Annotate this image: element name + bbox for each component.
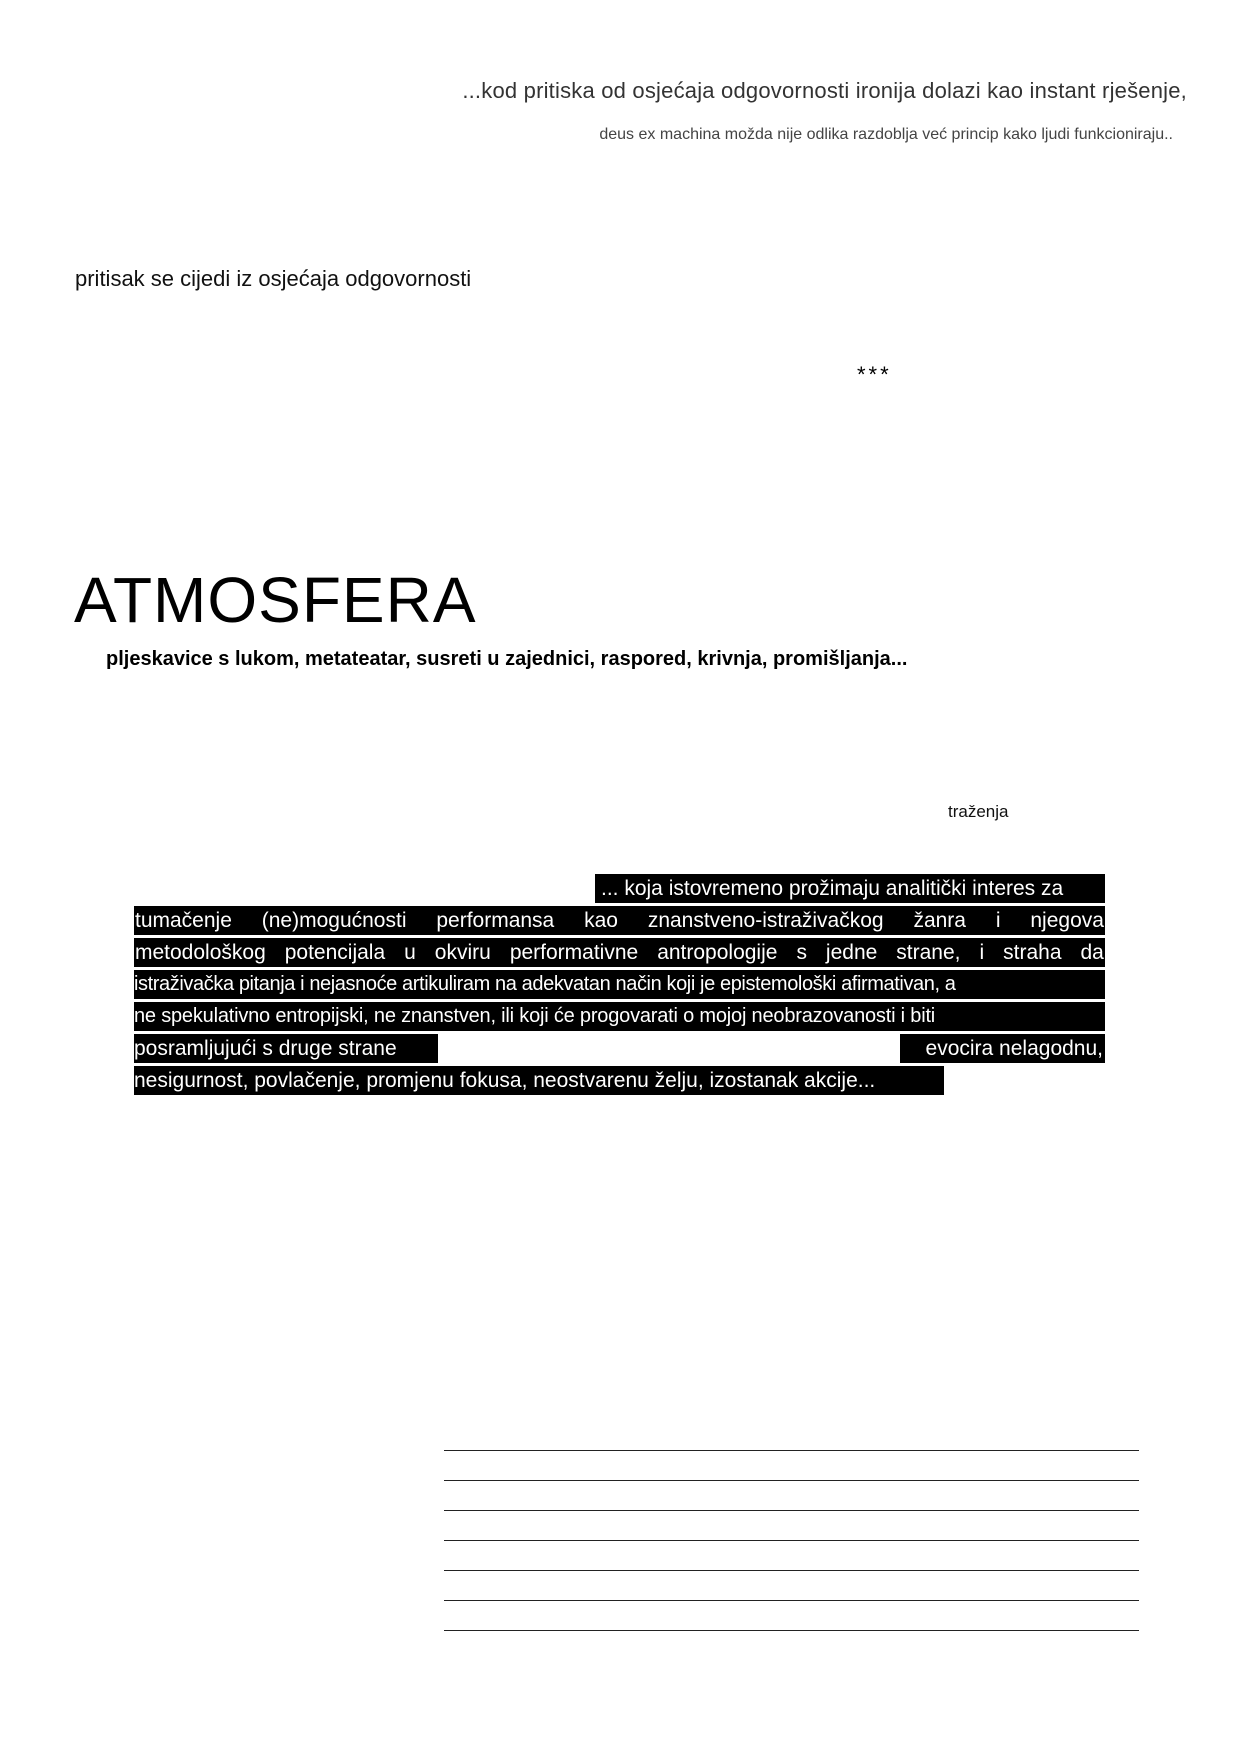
redacted-line-5: ne spekulativno entropijski, ne znanstven, ili koji će progovarati o mojoj neobrazovanosti i biti [134,1002,1105,1031]
word: (ne)mogućnosti [261,909,407,932]
page-title: ATMOSFERA [74,564,477,636]
writing-line [444,1630,1139,1631]
word: njegova [1030,909,1104,932]
word: i [995,909,1001,932]
writing-line [444,1480,1139,1481]
word: performansa [436,909,555,932]
word: antropologije [657,941,778,964]
redacted-line-2 [134,906,1105,935]
word: da [1080,941,1104,964]
word: jedne [825,941,878,964]
writing-line [444,1600,1139,1601]
word: žanra [913,909,966,932]
marginal-word: traženja [948,802,1009,821]
word: strane, [896,941,961,964]
section-separator: *** [857,362,892,387]
word: i [979,941,985,964]
epigraph-sub: deus ex machina možda nije odlika razdoblja već princip kako ljudi funkcioniraju.. [599,126,1173,143]
redacted-line-7: nesigurnost, povlačenje, promjenu fokusa, neostvarenu želju, izostanak akcije... [134,1066,944,1095]
redacted-line-6a: posramljujući s druge strane [134,1034,438,1063]
word: tumačenje [135,909,232,932]
word: okviru [434,941,491,964]
word: kao [584,909,618,932]
writing-line [444,1570,1139,1571]
word: metodološkog [135,941,266,964]
word: performativne [509,941,639,964]
redacted-line-1: ... koja istovremeno prožimaju analitički interes za [595,874,1105,903]
word: u [404,941,416,964]
writing-line [444,1450,1139,1451]
word: straha [1003,941,1062,964]
writing-line [444,1540,1139,1541]
pressure-line: pritisak se cijedi iz osjećaja odgovornosti [75,266,472,291]
epigraph-main: ...kod pritiska od osjećaja odgovornosti ironija dolazi kao instant rješenje, [462,78,1187,103]
page-subtitle: pljeskavice s lukom, metateatar, susreti u zajednici, raspored, krivnja, promišljanja... [106,648,908,670]
writing-line [444,1510,1139,1511]
word: potencijala [284,941,386,964]
word: znanstveno-istraživačkog [647,909,884,932]
word: s [796,941,807,964]
redacted-line-4: istraživačka pitanja i nejasnoće artikuliram na adekvatan način koji je epistemološki afirmativan, a [134,970,1105,999]
redacted-line-3 [134,938,1105,967]
redacted-line-6b: evocira nelagodnu, [900,1034,1105,1063]
